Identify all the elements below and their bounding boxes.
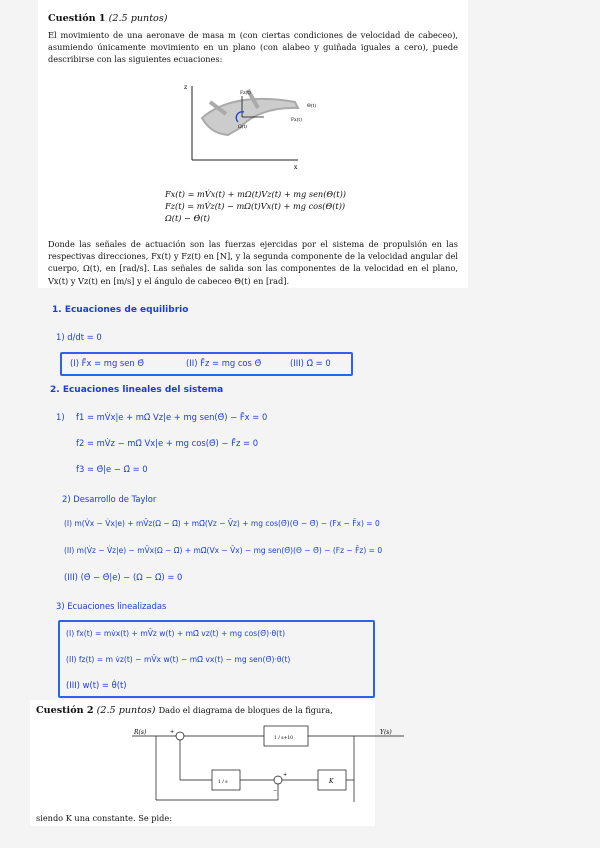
- taylor-eq-2: (II) m(V̇z − V̇z|e) − mV̄x(Ω − Ω̄) + mΩ̄(Vx − V̄x) − mg sen(Θ̄)(Θ − Θ̄) − (Fz − F̄z) = 0: [64, 546, 383, 555]
- junction2-minus: −: [273, 788, 278, 794]
- equation-fx: Fx(t) = mV̇x(t) + mΩ(t)Vz(t) + mg sen(Θ(t)): [165, 189, 346, 199]
- nonlinear-f2: f2 = mV̇z − mΩ̄ Vx|e + mg cos(Θ̄) − F̄z = 0: [76, 438, 259, 448]
- gain-block-label: K: [329, 778, 334, 785]
- diagram-output-label: Y(s): [380, 729, 392, 736]
- question1-title: Cuestión 1: [48, 13, 106, 24]
- block-diagram: [132, 722, 404, 802]
- question2-points: (2.5 puntos): [96, 705, 156, 716]
- equation-fz: Fz(t) = mV̇z(t) − mΩ(t)Vx(t) + mg cos(Θ(t)): [165, 201, 346, 211]
- question1-intro: El movimiento de una aeronave de masa m (con ciertas condiciones de velocidad de cabeceo), asumiendo únicamente movimiento en un plano (con alabeo y guiñada iguales a cero), puede describirse con las siguientes ecuaciones:: [48, 30, 458, 65]
- question1-description: Donde las señales de actuación son las fuerzas ejercidas por el sistema de propulsión en las respectivas direcciones, Fx(t) y Fz(t) en [N], y la segunda componente de la velocidad angular del cuerpo, Ω(t), en [rad/s]. Las señales de salida son las componentes de la velocidad en el plano, Vx(t) y Vz(t) en [m/s] y el ángulo de cabeceo Θ(t) en [rad].: [48, 239, 458, 286]
- junction1-plus: +: [170, 729, 175, 735]
- figure-z-label: z: [184, 84, 188, 91]
- section2-step2: 2) Desarrollo de Taylor: [62, 494, 157, 504]
- taylor-eq-1: (I) m(V̇x − V̇x|e) + mV̄z(Ω − Ω̄) + mΩ̄(Vz − V̄z) + mg cos(Θ̄)(Θ − Θ̄) − (Fx − F̄x) = 0: [64, 519, 380, 528]
- taylor-eq-3: (III) (Θ̇ − Θ̇|e) − (Ω − Ω̄) = 0: [64, 572, 183, 582]
- question2-tail: siendo K una constante. Se pide:: [36, 813, 172, 823]
- figure-theta-label: Θ(t): [307, 104, 317, 109]
- linearized-eq-1: (I) fx(t) = mv̇x(t) + mV̄z w(t) + mΩ̄ vz(t) + mg cos(Θ̄)·θ(t): [66, 629, 286, 638]
- equilibrium-eq-2: (II) F̄z = mg cos Θ̄: [186, 358, 262, 368]
- question1-equations: [165, 188, 346, 224]
- question1-points: (2.5 puntos): [108, 13, 168, 24]
- integrator-block-label: 1 / s: [218, 780, 228, 785]
- section1-title: 1. Ecuaciones de equilibrio: [52, 305, 189, 315]
- question2-heading: [36, 705, 333, 716]
- figure-fz-label: Fz(t): [240, 91, 251, 96]
- linearized-eq-2: (II) fz(t) = m v̇z(t) − mV̄x w(t) − mΩ̄ vx(t) − mg sen(Θ̄)·θ(t): [66, 655, 291, 664]
- equilibrium-eq-1: (I) F̄x = mg sen Θ̄: [70, 358, 144, 368]
- figure-fx-label: Fx(t): [291, 118, 302, 123]
- nonlinear-f3: f3 = Θ̇|e − Ω̄ = 0: [76, 464, 148, 474]
- linearized-eq-3: (III) w(t) = θ̇(t): [66, 680, 127, 690]
- question2-title: Cuestión 2: [36, 705, 94, 716]
- section2-step3: 3) Ecuaciones linealizadas: [56, 601, 167, 611]
- equilibrium-eq-3: (III) Ω̄ = 0: [290, 358, 331, 368]
- aircraft-figure: [180, 80, 320, 172]
- question2-text: Dado el diagrama de bloques de la figura,: [158, 705, 333, 715]
- question1-heading: [48, 13, 168, 24]
- diagram-input-label: R(s): [134, 729, 147, 736]
- figure-x-label: x: [294, 164, 298, 171]
- section1-step: 1) d/dt = 0: [56, 332, 102, 342]
- summing-junction-1: [176, 732, 184, 740]
- nonlinear-f1: f1 = mV̇x|e + mΩ̄ Vz|e + mg sen(Θ̄) − F̄x = 0: [76, 412, 268, 422]
- plant-block-label: 1 / s+10: [274, 736, 294, 741]
- junction2-plus: +: [283, 772, 288, 778]
- section2-step1: 1): [56, 412, 65, 422]
- summing-junction-2: [274, 776, 282, 784]
- equation-omega: Ω(t) − Θ̇(t): [165, 213, 210, 223]
- figure-omega-label: Ω(t): [238, 125, 248, 130]
- section2-title: 2. Ecuaciones lineales del sistema: [50, 385, 224, 395]
